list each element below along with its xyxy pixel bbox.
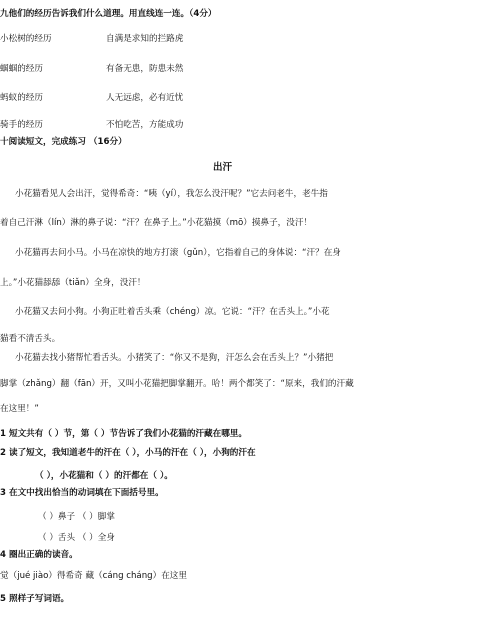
question-3-blanks-row-1: （ ）鼻子 （ ）脚掌 — [38, 512, 115, 522]
q9-right-item-1: 自满是求知的拦路虎 — [106, 34, 184, 44]
question-5: 5 照样子写词语。 — [0, 594, 70, 604]
question-4: 4 圈出正确的读音。 — [0, 550, 78, 560]
passage-line-3: 小花猫再去问小马。小马在凉快的地方打滚（gǔn），它指着自己的身体说：“汗？在身 — [15, 248, 341, 258]
passage-line-9: 在这里！” — [0, 404, 39, 414]
q9-left-item-3: 蚂蚁的经历 — [0, 93, 43, 103]
q10-heading: 十阅读短文，完成练习 （16分） — [0, 137, 127, 147]
passage-line-2: 着自己汗淋（lín）淋的鼻子说：“汗？在鼻子上。”小花猫摸（mō）摸鼻子，没汗！ — [0, 218, 313, 228]
q9-right-item-3: 人无远虑，必有近忧 — [106, 93, 184, 103]
question-1: 1 短文共有（ ）节，第（ ）节告诉了我们小花猫的汗藏在哪里。 — [0, 429, 247, 439]
q9-left-item-1: 小松树的经历 — [0, 34, 52, 44]
q9-heading: 九他们的经历告诉我们什么道理。用直线连一连。（4分） — [0, 9, 217, 19]
passage-line-8: 脚掌（zhǎng）翻（fān）开，又叫小花猫把脚掌翻开。哈！两个都笑了：“原来，我们的汗藏 — [0, 379, 354, 389]
q9-right-item-2: 有备无患，防患未然 — [106, 64, 184, 74]
question-3: 3 在文中找出恰当的动词填在下面括号里。 — [0, 488, 164, 498]
passage-title: 出汗 — [213, 162, 233, 173]
passage-line-7: 小花猫去找小猪帮忙看舌头。小猪笑了：“你又不是狗，汗怎么会在舌头上？”小猪把 — [15, 353, 334, 363]
passage-line-1: 小花猫看见人会出汗，觉得希奇：“咦（yí），我怎么没汗呢？”它去问老牛，老牛指 — [15, 189, 328, 199]
q9-left-item-4: 骑手的经历 — [0, 120, 43, 130]
question-2-line-2: （ ），小花猫和（ ）的汗都在（ ）。 — [35, 471, 173, 481]
passage-line-6: 猫看不清舌头。 — [0, 334, 61, 344]
passage-line-4: 上。”小花猫舔舔（tiǎn）全身，没汗！ — [0, 278, 146, 288]
q9-left-item-2: 蝈蝈的经历 — [0, 64, 43, 74]
q9-right-item-4: 不怕吃苦，方能成功 — [106, 120, 184, 130]
question-4-options: 觉（jué jiào）得希奇 藏（cáng cháng）在这里 — [0, 571, 187, 581]
question-2-line-1: 2 读了短文，我知道老牛的汗在（ ），小马的汗在（ ），小狗的汗在 — [0, 448, 256, 458]
passage-line-5: 小花猫又去问小狗。小狗正吐着舌头乘（chéng）凉。它说：“汗？在舌头上。”小花 — [15, 307, 330, 317]
question-3-blanks-row-2: （ ）舌头 （ ）全身 — [38, 533, 115, 543]
